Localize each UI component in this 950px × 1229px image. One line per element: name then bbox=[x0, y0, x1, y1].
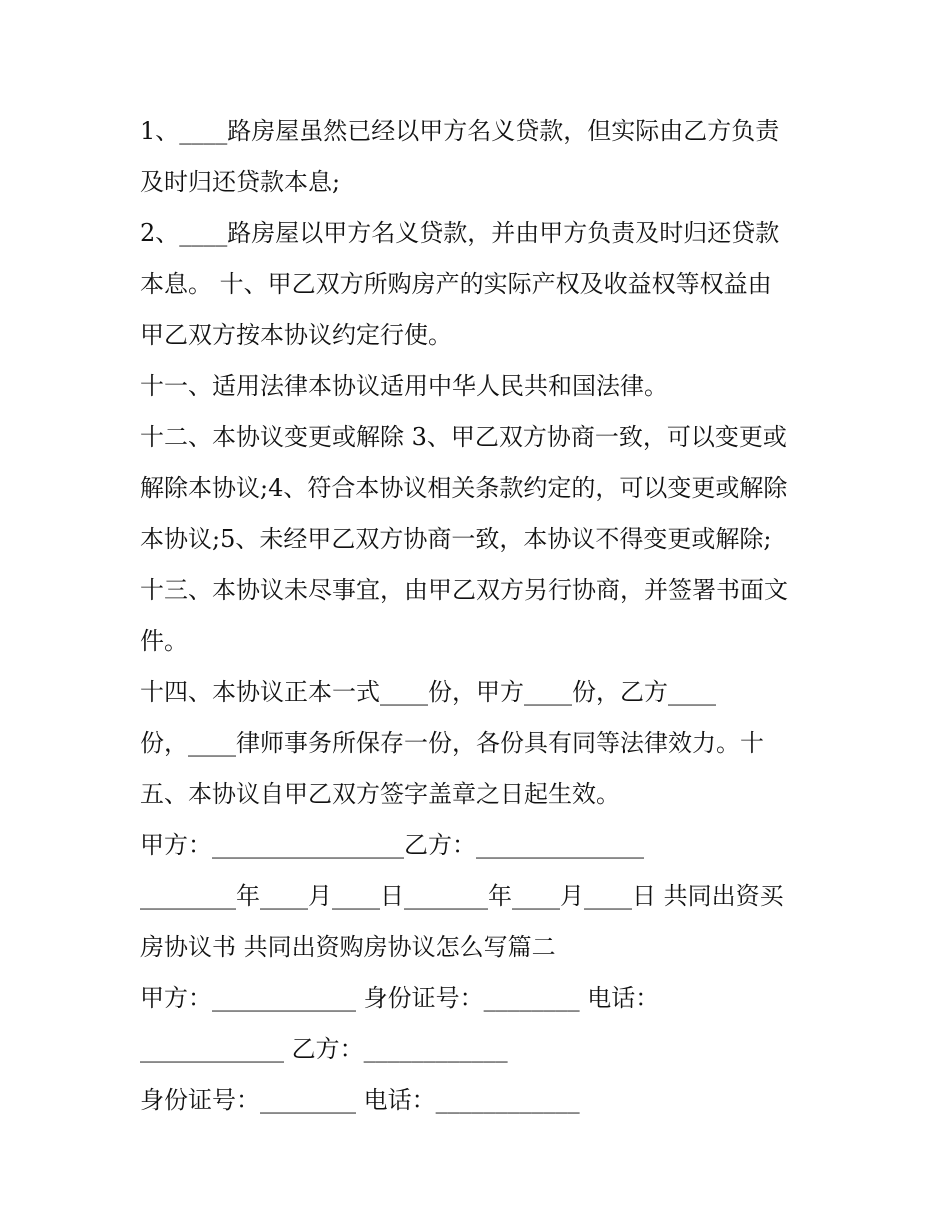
text-line: 份，____律师事务所保存一份，各份具有同等法律效力。十 bbox=[140, 729, 764, 757]
text-line: 五、本协议自甲乙双方签字盖章之日起生效。 bbox=[140, 780, 620, 808]
text-line: 十三、本协议未尽事宜，由甲乙双方另行协商，并签署书面文 bbox=[140, 576, 788, 604]
party-info-line: 甲方：____________ 身份证号：________ 电话： bbox=[140, 984, 660, 1012]
text-line: 1、____路房屋虽然已经以甲方名义贷款，但实际由乙方负责 bbox=[140, 117, 780, 145]
text-line: 本息。 十、甲乙双方所购房产的实际产权及收益权等权益由 bbox=[140, 270, 772, 298]
signature-line: 甲方：________________乙方：______________ bbox=[140, 831, 644, 859]
text-line: 2、____路房屋以甲方名义贷款，并由甲方负责及时归还贷款 bbox=[140, 219, 780, 247]
text-line: 十四、本协议正本一式____份，甲方____份，乙方____ bbox=[140, 678, 716, 706]
section-title-line: 房协议书 共同出资购房协议怎么写篇二 bbox=[140, 933, 556, 961]
text-line: 件。 bbox=[140, 627, 188, 655]
document-body bbox=[140, 106, 820, 1126]
text-line: 甲乙双方按本协议约定行使。 bbox=[140, 321, 452, 349]
text-line: 及时归还贷款本息; bbox=[140, 168, 341, 196]
text-line: 解除本协议;4、符合本协议相关条款约定的，可以变更或解除 bbox=[140, 474, 788, 502]
date-line: ________年____月____日_______年____月____日 共同出资买 bbox=[140, 882, 784, 910]
text-line: 本协议;5、未经甲乙双方协商一致，本协议不得变更或解除; bbox=[140, 525, 772, 553]
text-line: 十一、适用法律本协议适用中华人民共和国法律。 bbox=[140, 372, 668, 400]
party-info-line: 身份证号：________ 电话：____________ bbox=[140, 1086, 580, 1114]
party-info-line: ____________ 乙方：____________ bbox=[140, 1035, 508, 1063]
text-line: 十二、本协议变更或解除 3、甲乙双方协商一致，可以变更或 bbox=[140, 423, 787, 451]
